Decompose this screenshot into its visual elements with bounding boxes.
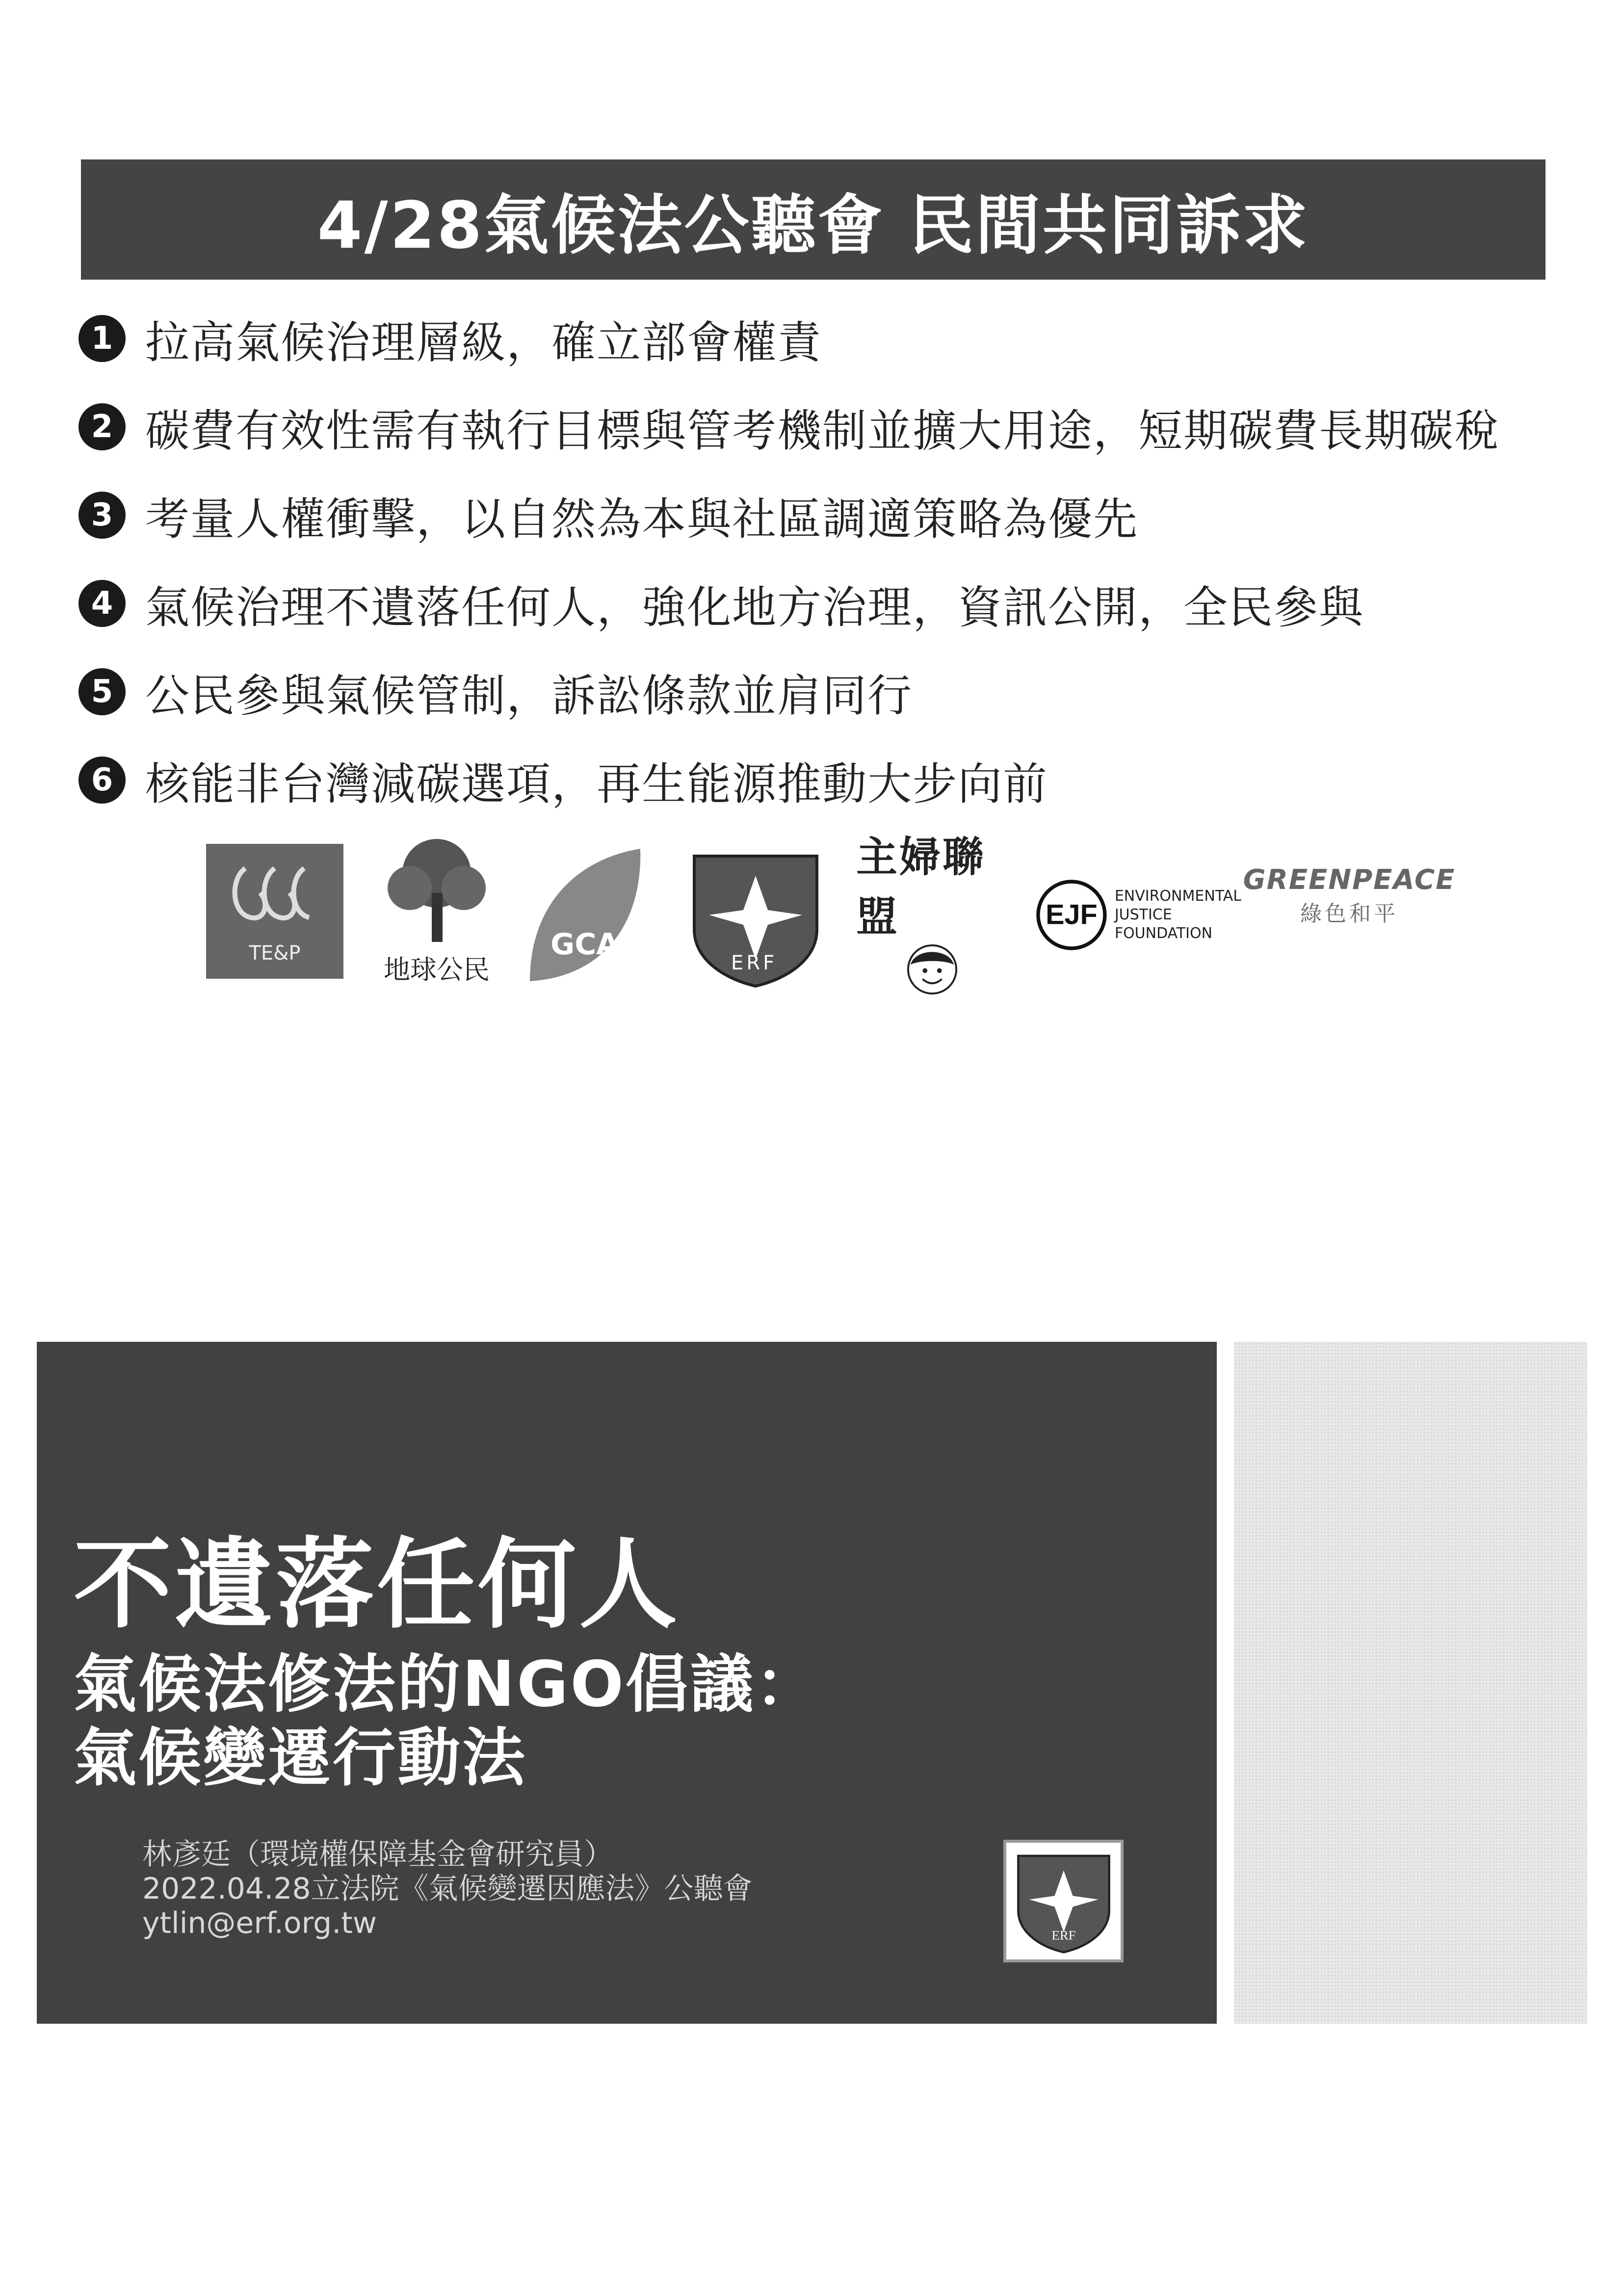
ejf-words bbox=[1115, 887, 1241, 943]
list-item bbox=[79, 648, 1550, 736]
citizens-of-earth-logo bbox=[373, 829, 500, 991]
slide-subtitle-2: 氣候變遷行動法 bbox=[74, 1722, 527, 1795]
gcaa-logo bbox=[520, 844, 648, 991]
number-badge: 6 bbox=[79, 757, 126, 804]
erf-logo bbox=[687, 844, 824, 991]
speaker-name: 林彥廷（環境權保障基金會研究員） bbox=[142, 1837, 613, 1872]
list-item bbox=[79, 559, 1550, 648]
ejf-line-3: FOUNDATION bbox=[1114, 925, 1213, 942]
demand-text: 公民參與氣候管制，訴訟條款並肩同行 bbox=[145, 670, 913, 722]
citizens-label: 地球公民 bbox=[384, 954, 490, 985]
banner bbox=[81, 159, 1545, 280]
number-badge: 1 bbox=[79, 315, 126, 362]
list-item bbox=[79, 294, 1550, 383]
homemakers-label: 主婦聯盟 bbox=[856, 833, 986, 940]
leaf-icon bbox=[520, 844, 648, 991]
greenpeace-en: GREENPEACE bbox=[1243, 863, 1456, 896]
tep-label: TE&P bbox=[249, 941, 301, 965]
demand-text: 核能非台灣減碳選項，再生能源推動大步向前 bbox=[145, 758, 1048, 810]
email-address: ytlin@erf.org.tw bbox=[142, 1906, 377, 1940]
number-badge: 2 bbox=[79, 403, 126, 450]
slide-subtitle-1: 氣候法修法的NGO倡議： bbox=[74, 1648, 820, 1721]
demand-text: 拉高氣候治理層級，確立部會權責 bbox=[145, 317, 822, 368]
erf-label: ERF bbox=[731, 952, 778, 974]
event-line: 2022.04.28立法院《氣候變遷因應法》公聽會 bbox=[142, 1872, 753, 1906]
ejf-line-1: ENVIRONMENTAL bbox=[1114, 887, 1241, 905]
demand-text: 考量人權衝擊，以自然為本與社區調適策略為優先 bbox=[145, 494, 1138, 545]
smiling-face-icon bbox=[878, 943, 986, 996]
banner-title: 4/28氣候法公聽會 民間共同訴求 bbox=[317, 187, 1310, 263]
demand-text: 氣候治理不遺落任何人，強化地方治理，資訊公開，全民參與 bbox=[145, 582, 1364, 633]
ejf-circle-icon bbox=[1035, 866, 1108, 964]
gcaa-label: GCAA bbox=[550, 927, 642, 962]
number-badge: 4 bbox=[79, 580, 126, 627]
list-item bbox=[79, 736, 1550, 824]
scan-noise-area bbox=[1234, 1342, 1587, 2024]
ejf-line-2: JUSTICE bbox=[1114, 906, 1172, 923]
erf-small-label: ERF bbox=[1051, 1927, 1075, 1942]
ejf-logo bbox=[1035, 863, 1241, 966]
homemakers-logo bbox=[856, 824, 1008, 996]
tep-logo bbox=[206, 844, 343, 979]
list-item bbox=[79, 471, 1550, 559]
list-item bbox=[79, 383, 1550, 471]
demand-text: 碳費有效性需有執行目標與管考機制並擴大用途，短期碳費長期碳稅 bbox=[145, 405, 1499, 457]
slide-title: 不遺落任何人 bbox=[74, 1528, 681, 1642]
ejf-letters: EJF bbox=[1046, 899, 1098, 931]
erf-small-logo bbox=[1003, 1840, 1124, 1962]
demands-list bbox=[79, 294, 1550, 824]
number-badge: 3 bbox=[79, 492, 126, 539]
number-badge: 5 bbox=[79, 668, 126, 715]
tep-swirl-icon bbox=[226, 859, 324, 937]
erf-shield-small-icon bbox=[1012, 1849, 1115, 1954]
greenpeace-logo bbox=[1243, 863, 1456, 927]
greenpeace-zh: 綠色和平 bbox=[1300, 901, 1398, 926]
tree-icon bbox=[380, 834, 493, 947]
